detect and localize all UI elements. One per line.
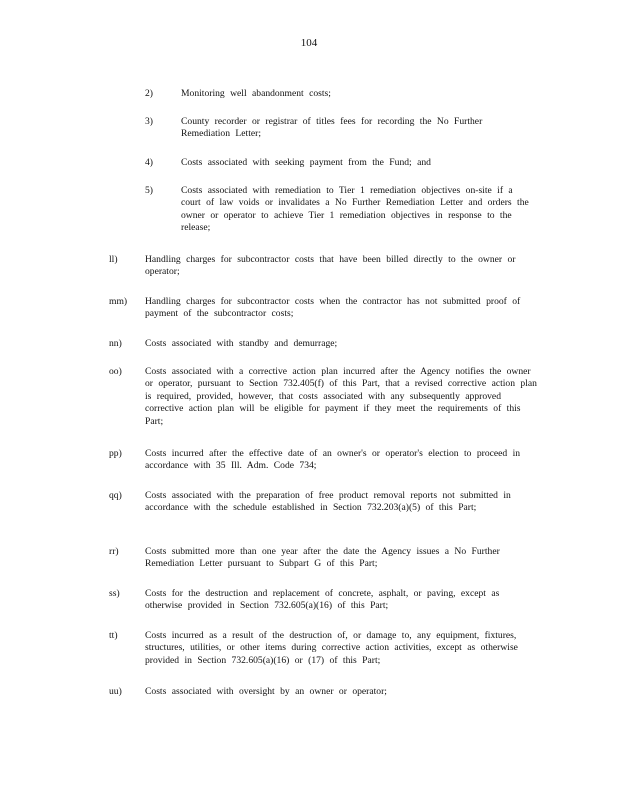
- item-label: tt): [109, 630, 118, 641]
- item-text: Costs for the destruction and replacement of concrete, asphalt, or paving, except as otherwise provided in Section 732.605(a)(16) of this Part;: [145, 588, 500, 612]
- page-number: 104: [300, 37, 318, 49]
- sub-item-label: 2): [145, 88, 153, 99]
- sub-item-label: 4): [145, 157, 153, 168]
- sub-item-label: 5): [145, 185, 153, 196]
- item-label: ll): [109, 254, 118, 265]
- sub-item-label: 3): [145, 116, 153, 127]
- item-label: rr): [109, 546, 119, 557]
- item-text: Costs incurred after the effective date of an owner's or operator's election to proceed in accordance with 35 Ill. Adm. Code 734;: [145, 448, 521, 472]
- sub-item-text: Costs associated with remediation to Tier 1 remediation objectives on-site if a court of law voids or invalidates a No Further Remediation Letter and orders the owner or operator to achieve Tier 1 remediation objectives in response to the release;: [181, 185, 529, 234]
- sub-item-text: County recorder or registrar of titles fees for recording the No Further Remediation Letter;: [181, 116, 483, 140]
- item-text: Costs submitted more than one year after the date the Agency issues a No Further Remediation Letter pursuant to Subpart G of this Part;: [145, 546, 500, 570]
- item-text: Costs associated with the preparation of free product removal reports not submitted in accordance with the schedule established in Section 732.203(a)(5) of this Part;: [145, 490, 511, 514]
- item-text: Costs associated with oversight by an owner or operator;: [145, 686, 387, 697]
- item-text: Costs incurred as a result of the destruction of, or damage to, any equipment, fixtures, structures, utilities, or other items during corrective action activities, except as otherwise provided in Section 732.605(a)(16) or (17) of this Part;: [145, 630, 518, 666]
- item-label: qq): [109, 490, 122, 501]
- item-label: ss): [109, 588, 120, 599]
- item-text: Handling charges for subcontractor costs when the contractor has not submitted proof of payment of the subcontractor costs;: [145, 296, 521, 320]
- item-text: Handling charges for subcontractor costs that have been billed directly to the owner or operator;: [145, 254, 516, 278]
- sub-item-text: Costs associated with seeking payment from the Fund; and: [181, 157, 431, 168]
- item-label: mm): [109, 296, 128, 307]
- item-text: Costs associated with standby and demurrage;: [145, 338, 338, 349]
- item-label: oo): [109, 366, 122, 377]
- item-label: nn): [109, 338, 122, 349]
- item-text: Costs associated with a corrective action plan incurred after the Agency notifies the owner or operator, pursuant to Section 732.405(f) of this Part, that a revised corrective action plan is required, provided, however, that costs associated with any subsequently approved corrective action plan will be eligible for payment if they meet the requirements of this Part;: [145, 366, 537, 427]
- item-label: pp): [109, 448, 122, 459]
- sub-item-text: Monitoring well abandonment costs;: [181, 88, 331, 99]
- item-label: uu): [109, 686, 122, 697]
